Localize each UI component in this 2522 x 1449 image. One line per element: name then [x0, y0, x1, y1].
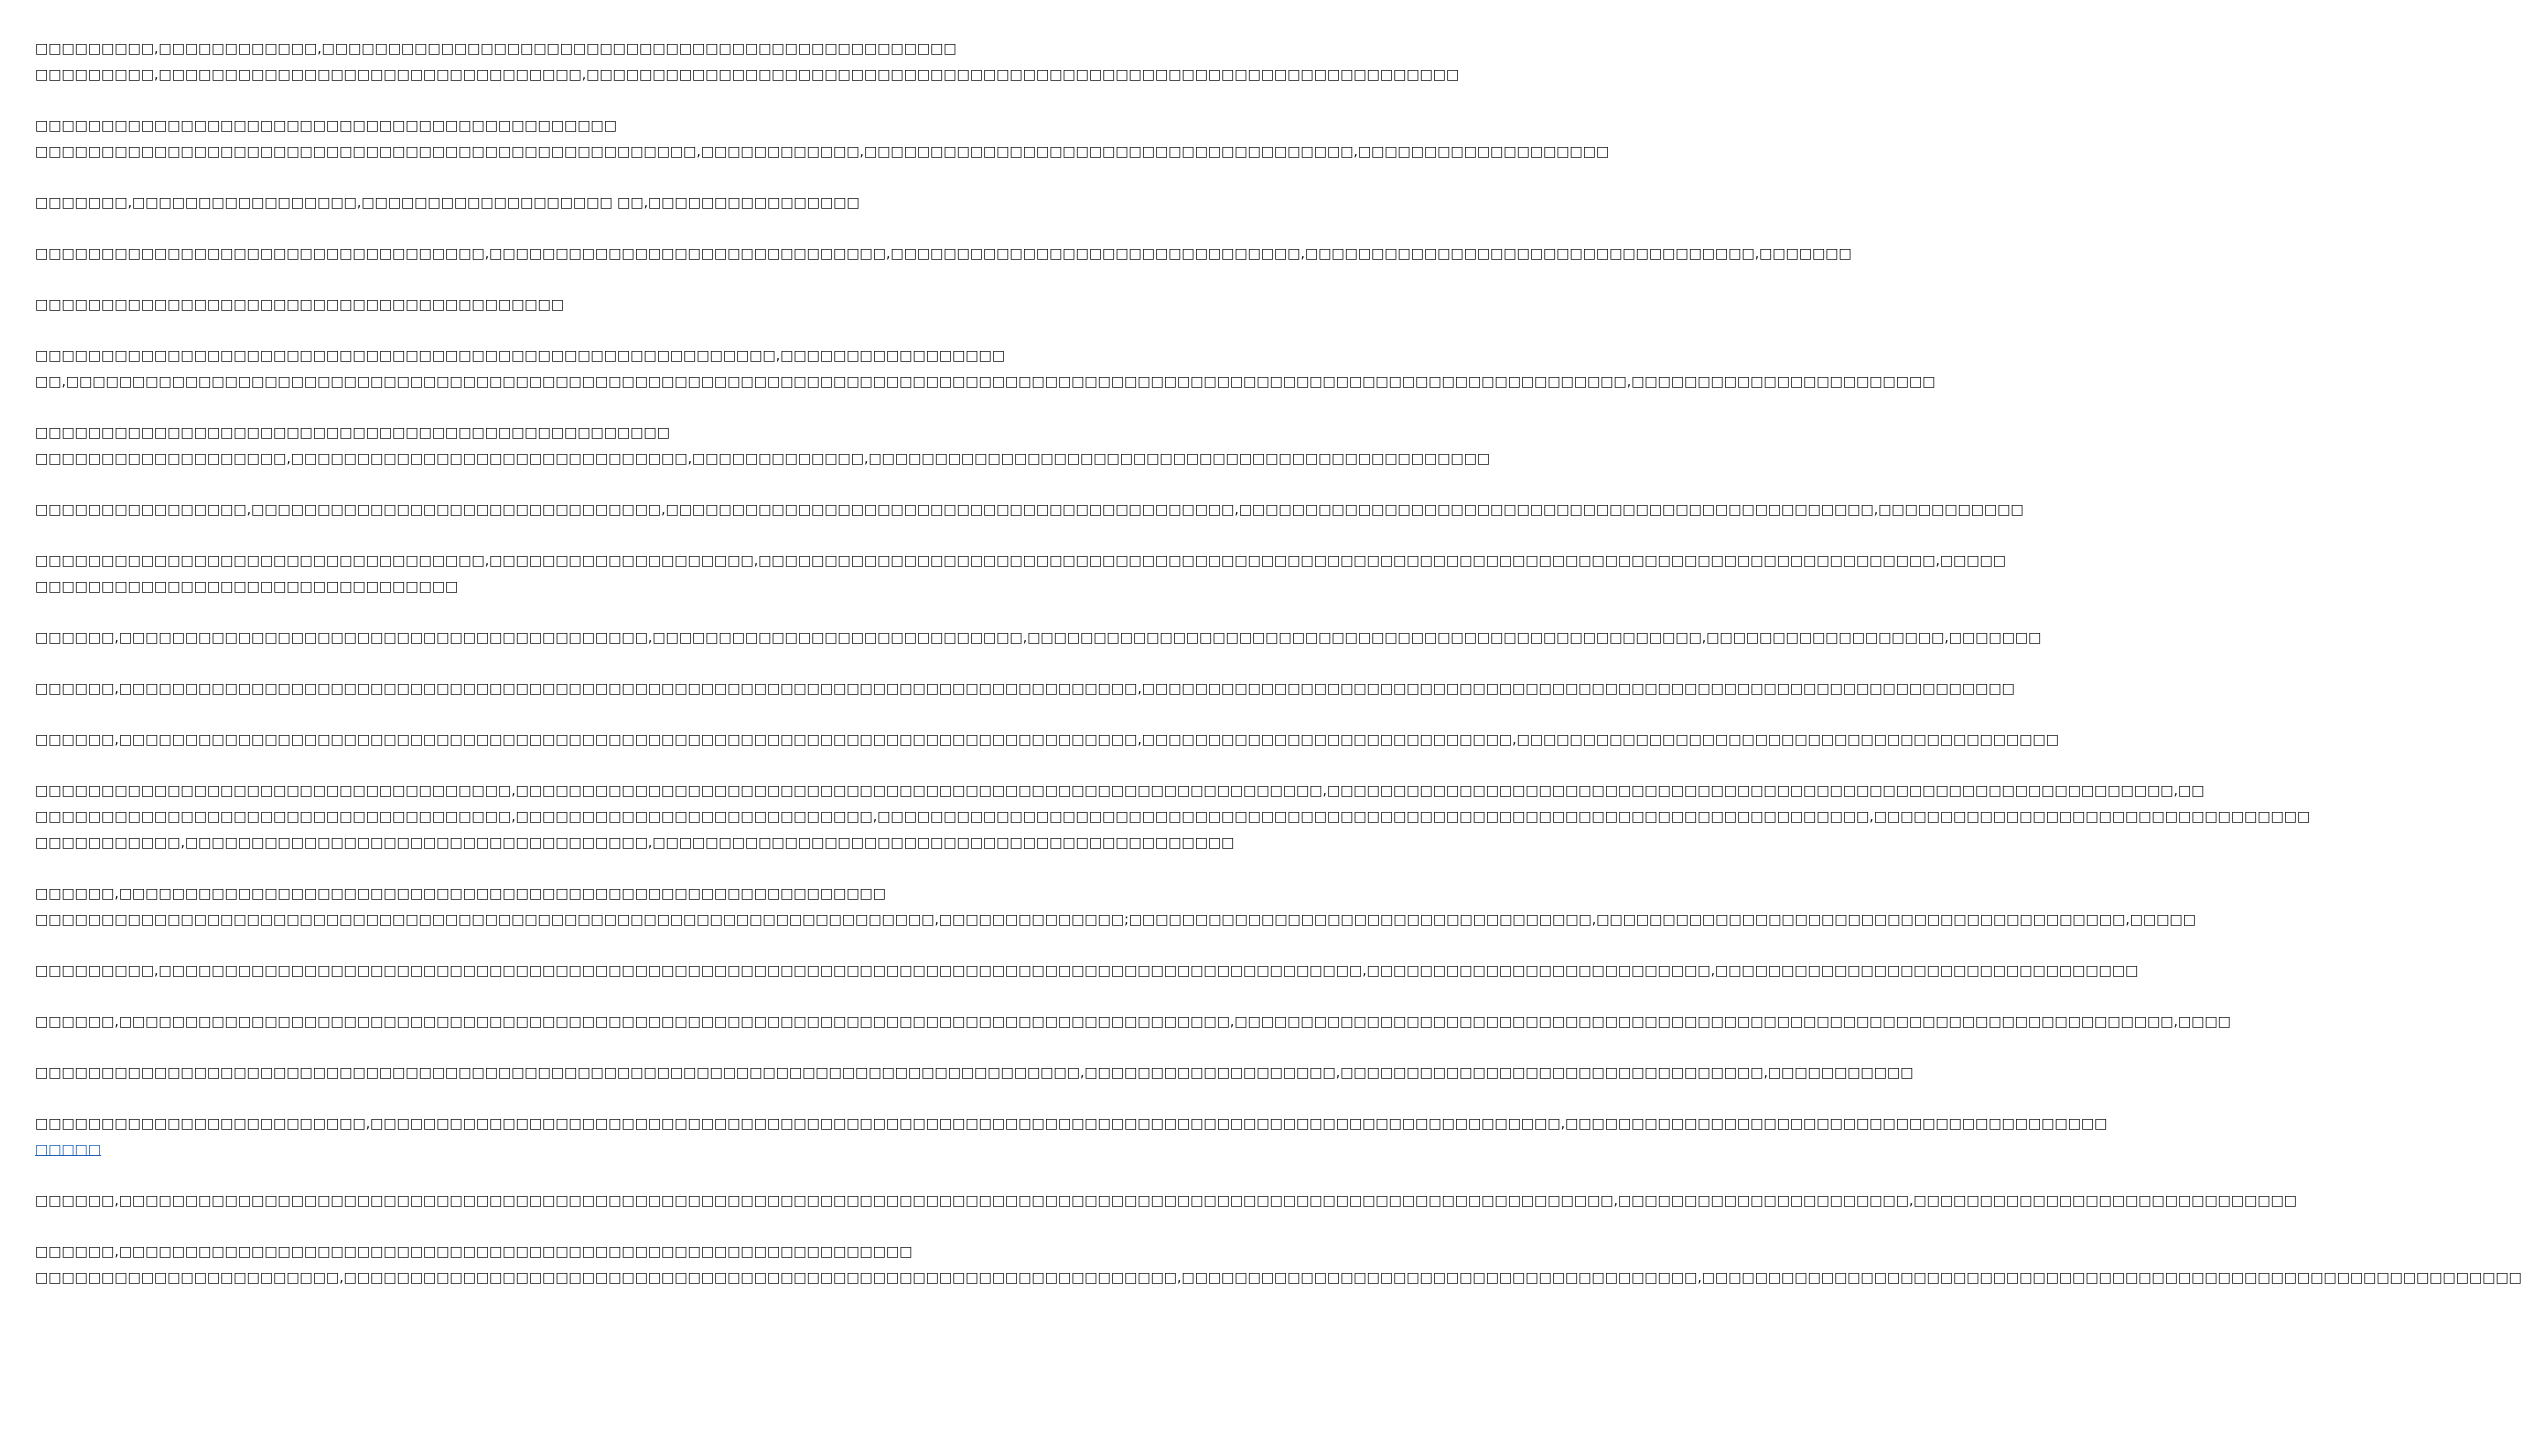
- paragraph-7: [35, 420, 1491, 472]
- text-line: □□□□□□,□□□□□□□□□□□□□□□□□□□□□□□□□□□□□□□□□□□□□□□□□□□□□□□□□□□□□□□□□□□□□□□□□□□□□□□□□□□□□,□□□□□□□□□□□□□□□□□□□□□□□□□□□□□□□□□□□□□□□□□□□□□□□□□□□□□□□□□□□□□□□□□□: [35, 681, 2015, 697]
- paragraph-14: [35, 881, 2196, 933]
- text-line: □□□□□□□□□□□□□□□□□□□□□□□□□□□□□□□□□□,□□□□□□□□□□□□□□□□□□□□,□□□□□□□□□□□□□□□□□□□□□□□□□□□□□□□□□□□□□□□□□□□□□□□□□□□□□□□□□□□□□□□□□□□□□□□□□□□□□□□□□□□□□□□□□,□□□□□: [35, 553, 2007, 569]
- paragraph-15: [35, 958, 2139, 984]
- paragraph-2: [35, 113, 1610, 165]
- text-line: □□□□□□□□□□□□□□□□□□□□□□□□□□□□□□□□□□□□□□□□□□□□□□□□□□□□□□□□□□□□□□□□□□□□,□□□□□□□□□□□□□□;□□□□□□□□□□□□□□□□□□□□□□□□□□□□□□□□□□□,□□□□□□□□□□□□□□□□□□□□□□□□□□□□□□□□□□□□□□□□,□□□□□: [35, 912, 2196, 928]
- text-line: □□□□□□□□□□□□□□□□□□□□□□□□□□□□□□□□□□□□□□□□□□□□: [35, 118, 618, 134]
- text-line: □□□□□□□□□□□□□□□□□□□□□□□□□□□□□□□□□□□□□□□□□□□□□□□□□□□□□□□□□□□□□□□□□□□□□□□□□□□□□□□,□□□□□□□□□□□□□□□□□□□,□□□□□□□□□□□□□□□□□□□□□□□□□□□□□□□□,□□□□□□□□□□□: [35, 1065, 1914, 1081]
- text-line: □□□□□□□□□□□□□□□□□□□□□□□□□□□□□□□□: [35, 579, 459, 595]
- paragraph-8: [35, 497, 2024, 523]
- text-line: □□□□□□,□□□□□□□□□□□□□□□□□□□□□□□□□□□□□□□□□□□□□□□□□□□□□□□□□□□□□□□□□□□□□□□□□□□□□□□□□□□□□□□□□□□□□□□□□□□□□□□□□□□□□□□□□□□□□□□□□,□□□□□□□□□□□□□□□□□□□□□□,□□□□□□□□□□□□□□□□□□□□□□□□□□□□□: [35, 1193, 2298, 1209]
- paragraph-4: [35, 241, 1852, 267]
- paragraph-12: [35, 727, 2059, 753]
- text-line: □□□□□□□□□□□□□□□□□□□□□□□□□□□□□□□□□□□□□□□□: [35, 297, 565, 313]
- text-line: □□□□□□□□□□□□□□□□□□□□□□□□□□□□□□□□□□□□□□□□□□□□□□□□□□,□□□□□□□□□□□□,□□□□□□□□□□□□□□□□□□□□□□□□□□□□□□□□□□□□□,□□□□□□□□□□□□□□□□□□□: [35, 144, 1610, 160]
- text-line: □□□□□□□□□□□□□□□□□□□□□□□,□□□□□□□□□□□□□□□□□□□□□□□□□□□□□□□□□□□□□□□□□□□□□□□□□□□□□□□□□□□□□□□,□□□□□□□□□□□□□□□□□□□□□□□□□□□□□□□□□□□□□□□,□□□□□□□□□□□□□□□□□□□□□□□□□□□□□□□□□□□□□□□□□□□□□□□□□□□□□□□□□□□□□□: [35, 1270, 2522, 1286]
- text-line: □□□□□□□□□□□□□□□□□□□□□□□□□□□□□□□□□□,□□□□□□□□□□□□□□□□□□□□□□□□□□□□□□,□□□□□□□□□□□□□□□□□□□□□□□□□□□□□□□,□□□□□□□□□□□□□□□□□□□□□□□□□□□□□□□□□□,□□□□□□□: [35, 246, 1852, 262]
- paragraph-18: [35, 1111, 2108, 1163]
- text-line: □□□□□□,□□□□□□□□□□□□□□□□□□□□□□□□□□□□□□□□□□□□□□□□□□□□□□□□□□□□□□□□□□□□□□□□□□□□□□□□□□□□□□□□□□□□,□□□□□□□□□□□□□□□□□□□□□□□□□□□□□□□□□□□□□□□□□□□□□□□□□□□□□□□□□□□□□□□□□□□□□□□,□□□□: [35, 1014, 2231, 1030]
- text-line: □□□□□□,□□□□□□□□□□□□□□□□□□□□□□□□□□□□□□□□□□□□□□□□,□□□□□□□□□□□□□□□□□□□□□□□□□□□□,□□□□□□□□□□□□□□□□□□□□□□□□□□□□□□□□□□□□□□□□□□□□□□□□□□□,□□□□□□□□□□□□□□□□□□,□□□□□□□: [35, 630, 2042, 646]
- text-line: □□□□□□,□□□□□□□□□□□□□□□□□□□□□□□□□□□□□□□□□□□□□□□□□□□□□□□□□□□□□□□□□□□□□□□□□□□□□□□□□□□□□,□□□□□□□□□□□□□□□□□□□□□□□□□□□□,□□□□□□□□□□□□□□□□□□□□□□□□□□□□□□□□□□□□□□□□□: [35, 732, 2059, 748]
- text-line: □□□□□□□□□□□□□□□□□□□□□□□□□,□□□□□□□□□□□□□□□□□□□□□□□□□□□□□□□□□□□□□□□□□□□□□□□□□□□□□□□□□□□□□□□□□□□□□□□□□□□□□□□□□□□□□□□□□□,□□□□□□□□□□□□□□□□□□□□□□□□□□□□□□□□□□□□□□□□□: [35, 1116, 2108, 1132]
- text-line: □□□□□□□□□□□□□□□□□□□,□□□□□□□□□□□□□□□□□□□□□□□□□□□□□□,□□□□□□□□□□□□□,□□□□□□□□□□□□□□□□□□□□□□□□□□□□□□□□□□□□□□□□□□□□□□□: [35, 451, 1491, 467]
- text-line: □□□□□□□□□,□□□□□□□□□□□□,□□□□□□□□□□□□□□□□□□□□□□□□□□□□□□□□□□□□□□□□□□□□□□□□: [35, 41, 957, 57]
- text-line: □□,□□□□□□□□□□□□□□□□□□□□□□□□□□□□□□□□□□□□□□□□□□□□□□□□□□□□□□□□□□□□□□□□□□□□□□□□□□□□□□□□□□□□□□□□□□□□□□□□□□□□□□□□□□□□□□□□□□□□□□,□□□□□□□□□□□□□□□□□□□□□□□: [35, 374, 1936, 390]
- text-line: □□□□□□□□□,□□□□□□□□□□□□□□□□□□□□□□□□□□□□□□□□,□□□□□□□□□□□□□□□□□□□□□□□□□□□□□□□□□□□□□□□□□□□□□□□□□□□□□□□□□□□□□□□□□□: [35, 67, 1460, 83]
- paragraph-13: [35, 778, 2311, 856]
- paragraph-1: [35, 36, 1460, 88]
- paragraph-6: [35, 343, 1936, 395]
- text-line: □□□□□□□□□,□□□□□□□□□□□□□□□□□□□□□□□□□□□□□□□□□□□□□□□□□□□□□□□□□□□□□□□□□□□□□□□□□□□□□□□□□□□□□□□□□□□□□□□□□□□,□□□□□□□□□□□□□□□□□□□□□□□□□□,□□□□□□□□□□□□□□□□□□□□□□□□□□□□□□□□: [35, 963, 2139, 979]
- paragraph-3: [35, 190, 990, 216]
- paragraph-20: [35, 1239, 2522, 1291]
- inline-link[interactable]: □□□□□: [35, 1142, 102, 1158]
- paragraph-19: [35, 1188, 2298, 1214]
- text-line: □□□□□□□□□□□□□□□□,□□□□□□□□□□□□□□□□□□□□□□□□□□□□□□□,□□□□□□□□□□□□□□□□□□□□□□□□□□□□□□□□□□□□□□□□□□□,□□□□□□□□□□□□□□□□□□□□□□□□□□□□□□□□□□□□□□□□□□□□□□□□,□□□□□□□□□□□: [35, 502, 2024, 518]
- document-body: [35, 36, 2522, 1316]
- paragraph-5: [35, 292, 990, 318]
- text-line: □□□□□□□,□□□□□□□□□□□□□□□□□,□□□□□□□□□□□□□□□□□□□ □□,□□□□□□□□□□□□□□□□: [35, 195, 860, 211]
- text-line: □□□□□□,□□□□□□□□□□□□□□□□□□□□□□□□□□□□□□□□□□□□□□□□□□□□□□□□□□□□□□□□□□□□: [35, 1244, 913, 1260]
- paragraph-16: [35, 1009, 2231, 1035]
- text-line: □□□□□□□□□□□□□□□□□□□□□□□□□□□□□□□□□□□□□□□□□□□□□□□□: [35, 425, 670, 441]
- text-line: □□□□□□□□□□□,□□□□□□□□□□□□□□□□□□□□□□□□□□□□□□□□□□□,□□□□□□□□□□□□□□□□□□□□□□□□□□□□□□□□□□□□□□□□□□□□: [35, 835, 1235, 851]
- text-line: □□□□□□□□□□□□□□□□□□□□□□□□□□□□□□□□□□□□,□□□□□□□□□□□□□□□□□□□□□□□□□□□,□□□□□□□□□□□□□□□□□□□□□□□□□□□□□□□□□□□□□□□□□□□□□□□□□□□□□□□□□□□□□□□□□□□□□□□□□□□,□□□□□□□□□□□□□□□□□□□□□□□□□□□□□□□□□: [35, 809, 2311, 825]
- paragraph-10: [35, 625, 2042, 651]
- text-line: □□□□□□□□□□□□□□□□□□□□□□□□□□□□□□□□□□□□,□□□□□□□□□□□□□□□□□□□□□□□□□□□□□□□□□□□□□□□□□□□□□□□□□□□□□□□□□□□□□,□□□□□□□□□□□□□□□□□□□□□□□□□□□□□□□□□□□□□□□□□□□□□□□□□□□□□□□□□□□□□□□□,□□: [35, 783, 2205, 799]
- paragraph-11: [35, 676, 2015, 702]
- paragraph-9: [35, 548, 2007, 600]
- paragraph-17: [35, 1060, 1914, 1086]
- link-line: [35, 1137, 990, 1163]
- text-line: □□□□□□,□□□□□□□□□□□□□□□□□□□□□□□□□□□□□□□□□□□□□□□□□□□□□□□□□□□□□□□□□□: [35, 886, 887, 902]
- text-line: □□□□□□□□□□□□□□□□□□□□□□□□□□□□□□□□□□□□□□□□□□□□□□□□□□□□□□□□,□□□□□□□□□□□□□□□□□: [35, 348, 1006, 364]
